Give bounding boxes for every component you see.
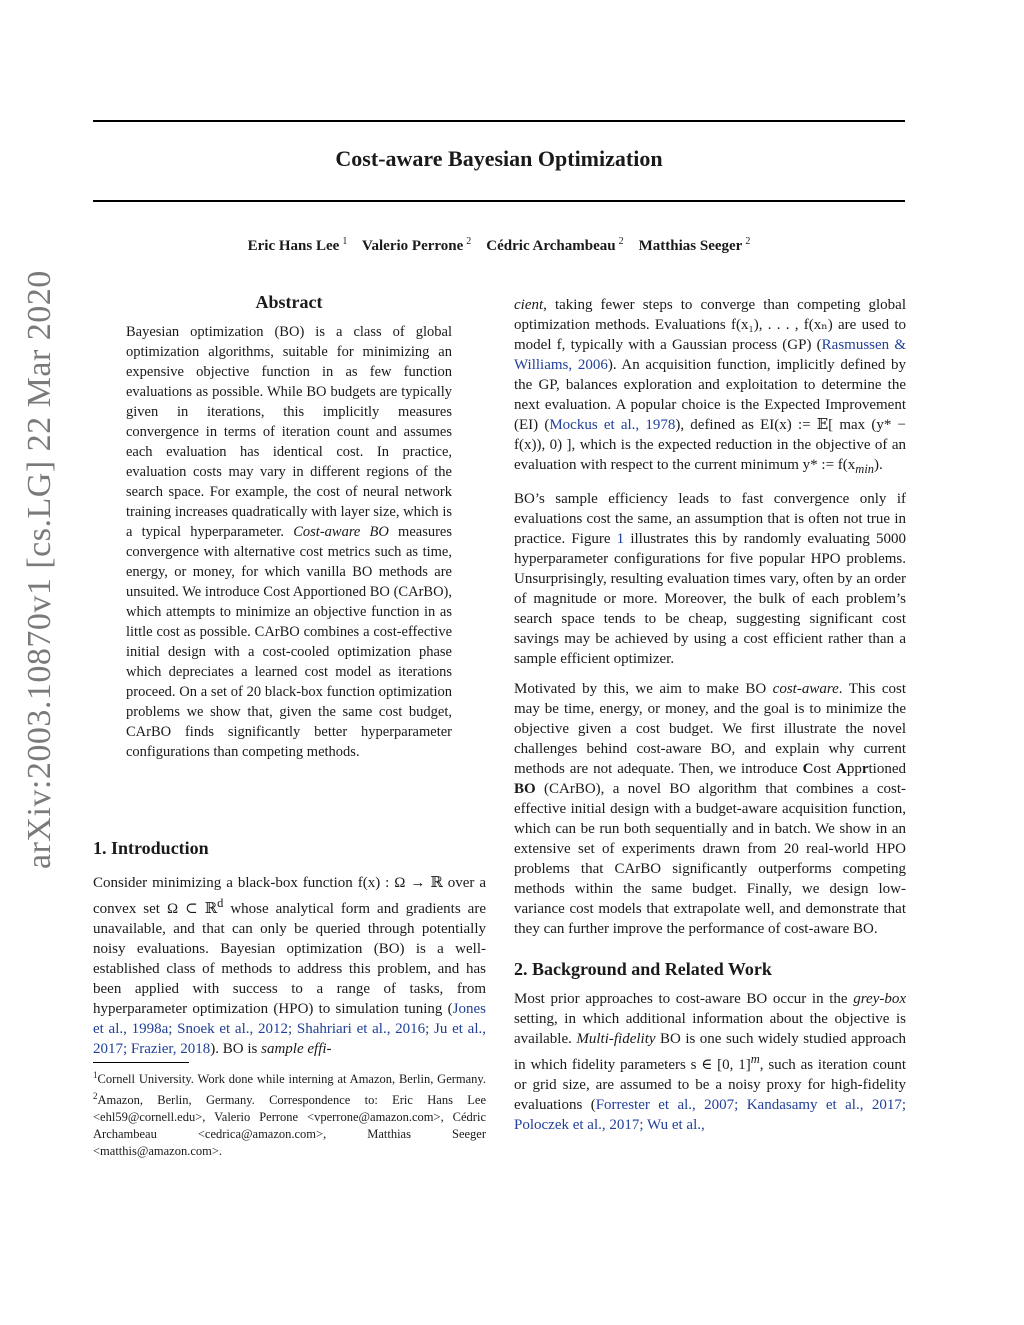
paragraph-text: Most prior approaches to cost-aware BO occur in the — [514, 991, 854, 1007]
intro-text: ). BO is — [210, 1041, 262, 1057]
acronym-text: ost — [813, 761, 836, 777]
footnote-rule — [93, 1062, 189, 1063]
author-affiliation: 2 — [618, 236, 624, 247]
paragraph — [514, 295, 906, 479]
citation-links[interactable]: Forrester et al., 2007; Kandasamy et al., 2017; Poloczek et al., 2017; Wu et al., — [514, 1097, 906, 1133]
paragraph-text: ). An acquisition function, implicitly defined by the GP, balances exploration and exploitation to determine the next evaluation. A popular choice is the Expected Improvement (EI) ( — [514, 357, 907, 433]
intro-superscript: d — [217, 896, 224, 910]
footnote-text: Amazon, Berlin, Germany. Correspondence to: Eric Hans Lee <ehl59@cornell.edu>, Valerio Perrone <vperrone@amazon.com>, Cédric Archambeau <cedrica@amazon.com>, Matthias Seeger <matthis@amazon.com>. — [93, 1093, 486, 1159]
right-column — [514, 295, 906, 1145]
author-name: Matthias Seeger — [638, 238, 743, 254]
math-subscript: min — [855, 462, 875, 476]
continued-emphasis: cient — [514, 297, 544, 313]
footnote-text: Cornell University. Work done while interning at Amazon, Berlin, Germany. — [97, 1072, 486, 1087]
author-affiliation: 1 — [342, 236, 348, 247]
author-list — [93, 236, 905, 255]
paragraph-text: BO’s sample efficiency leads to fast convergence only if evaluations cost the same, an assumption that is often not true in practice. Figure — [514, 491, 906, 547]
intro-emphasis: sample effi- — [261, 1041, 332, 1057]
intro-text: whose analytical form and gradients are unavailable, and that can only be queried through potentially noisy evaluations. Bayesian optimization (BO) is a well-established class of methods to address this problem, and has been applied with success to a range of tasks, from hyperparameter optimization (HPO) to simulation tuning ( — [93, 901, 486, 1017]
intro-text: Consider minimizing a black-box function f(x) : Ω → ℝ over a convex set Ω ⊂ ℝ — [93, 875, 486, 917]
paragraph-emphasis: grey-box — [853, 991, 906, 1007]
paragraph-text: , taking fewer steps to converge than competing global optimization methods. Evaluations f(x₁), . . . , f(xₙ) are used to model f, typically with a Gaussian process (GP) ( — [514, 297, 906, 353]
abstract-heading: Abstract — [255, 292, 323, 312]
author-affiliation: 2 — [745, 236, 751, 247]
acronym-bold: C — [802, 761, 814, 777]
citation-link[interactable]: Mockus et al., 1978 — [549, 417, 676, 433]
paragraph-text: Motivated by this, we aim to make BO — [514, 681, 773, 697]
title-bottom-rule — [93, 200, 905, 202]
acronym-bold: r — [861, 761, 869, 777]
paragraph-text: ), defined as EI(x) := 𝔼[ max (y* − f(x)), 0) ], which is the expected reduction in the objective of an evaluation with respect to the current minimum y* := f(x — [514, 417, 906, 473]
paragraph-text: setting, in which additional information about the objective is available. — [514, 1011, 906, 1047]
acronym-text: pp — [846, 761, 862, 777]
paragraph — [514, 489, 906, 669]
paragraph-text: (CArBO), a novel BO algorithm that combines a cost-effective initial design with a budget-aware acquisition function, which can be run both sequentially and in batch. We show in an extensive set of experiments drawn from 20 real-world HPO problems that CArBO significantly outperforms competing methods within the same budget. Finally, we design low-variance cost models that extrapolate well, and demonstrate that they can further improve the performance of cost-aware BO. — [514, 781, 906, 937]
abstract-text: measures convergence with alternative cost metrics such as time, energy, or money, for which vanilla BO methods are unsuited. We introduce Cost Apportioned BO (CArBO), which attempts to minimize an objective function in as little cost as possible. CArBO combines a cost-effective initial design with a cost-cooled optimization phase which depreciates a learned cost model as iterations proceed. On a set of 20 black-box function optimization problems we show that, given the same cost budget, CArBO finds significantly better hyperparameter configurations than competing methods. — [126, 524, 453, 760]
paragraph-text: BO is one such widely studied approach in which fidelity parameters s ∈ [0, 1] — [514, 1031, 906, 1073]
author-name: Valerio Perrone — [362, 238, 464, 254]
figure-reference-link[interactable]: 1 — [616, 531, 625, 547]
footnote — [93, 1067, 486, 1160]
acronym-text: tioned — [868, 761, 906, 777]
paragraph — [514, 989, 906, 1135]
acronym-bold: A — [835, 761, 847, 777]
abstract-body — [126, 322, 452, 762]
paragraph-text: illustrates this by randomly evaluating 5000 hyperparameter configurations for five popular HPO problems. Unsurprisingly, resulting evaluation times vary, often by an order of magnitude or more. Moreover, the bulk of each problem’s search space tends to be cheap, suggesting significant cost savings may be achieved by using a cost efficient rather than a sample efficient optimizer. — [514, 531, 906, 667]
paragraph — [514, 679, 906, 939]
citation-link[interactable]: Rasmussen & Williams, 2006 — [514, 337, 907, 373]
footnote-marker: 2 — [93, 1091, 98, 1102]
paragraph-text: , such as iteration count or grid size, are assumed to be a noisy proxy for high-fidelity evaluations ( — [514, 1057, 907, 1113]
math-superscript: m — [750, 1052, 760, 1066]
paragraph-emphasis: cost-aware — [772, 681, 839, 697]
author-name: Eric Hans Lee — [247, 238, 340, 254]
acronym-bold: BO — [514, 781, 536, 797]
abstract-emphasis: Cost-aware BO — [293, 524, 389, 540]
section-heading-introduction: 1. Introduction — [93, 838, 209, 858]
top-rule — [93, 120, 905, 122]
paragraph-emphasis: Multi-fidelity — [576, 1031, 656, 1047]
paragraph-text: ). — [874, 457, 883, 473]
introduction-body — [93, 873, 486, 1059]
arxiv-identifier: arXiv:2003.10870v1 [cs.LG] 22 Mar 2020 — [21, 270, 58, 869]
author-name: Cédric Archambeau — [486, 238, 616, 254]
paragraph-text: . This cost may be time, energy, or money, and the goal is to minimize the objective given a cost budget. We first illustrate the novel challenges behind cost-aware BO, and explain why current methods are not adequate. Then, we introduce — [514, 681, 906, 777]
section-heading-background: 2. Background and Related Work — [514, 959, 772, 979]
citation-links[interactable]: Jones et al., 1998a; Snoek et al., 2012; Shahriari et al., 2016; Ju et al., 2017; Frazier, 2018 — [93, 1001, 486, 1057]
abstract-text: Bayesian optimization (BO) is a class of global optimization algorithms, suitable for minimizing an expensive objective function in as few function evaluations as possible. While BO budgets are typically given in iterations, this implicitly measures convergence in terms of iteration count and assumes each evaluation has identical cost. In practice, evaluation costs may vary in different regions of the search space. For example, the cost of neural network training increases quadratically with layer size, which is a typical hyperparameter. — [126, 324, 452, 540]
author-affiliation: 2 — [466, 236, 472, 247]
footnote-marker: 1 — [93, 1070, 98, 1080]
paper-title: Cost-aware Bayesian Optimization — [335, 146, 663, 171]
